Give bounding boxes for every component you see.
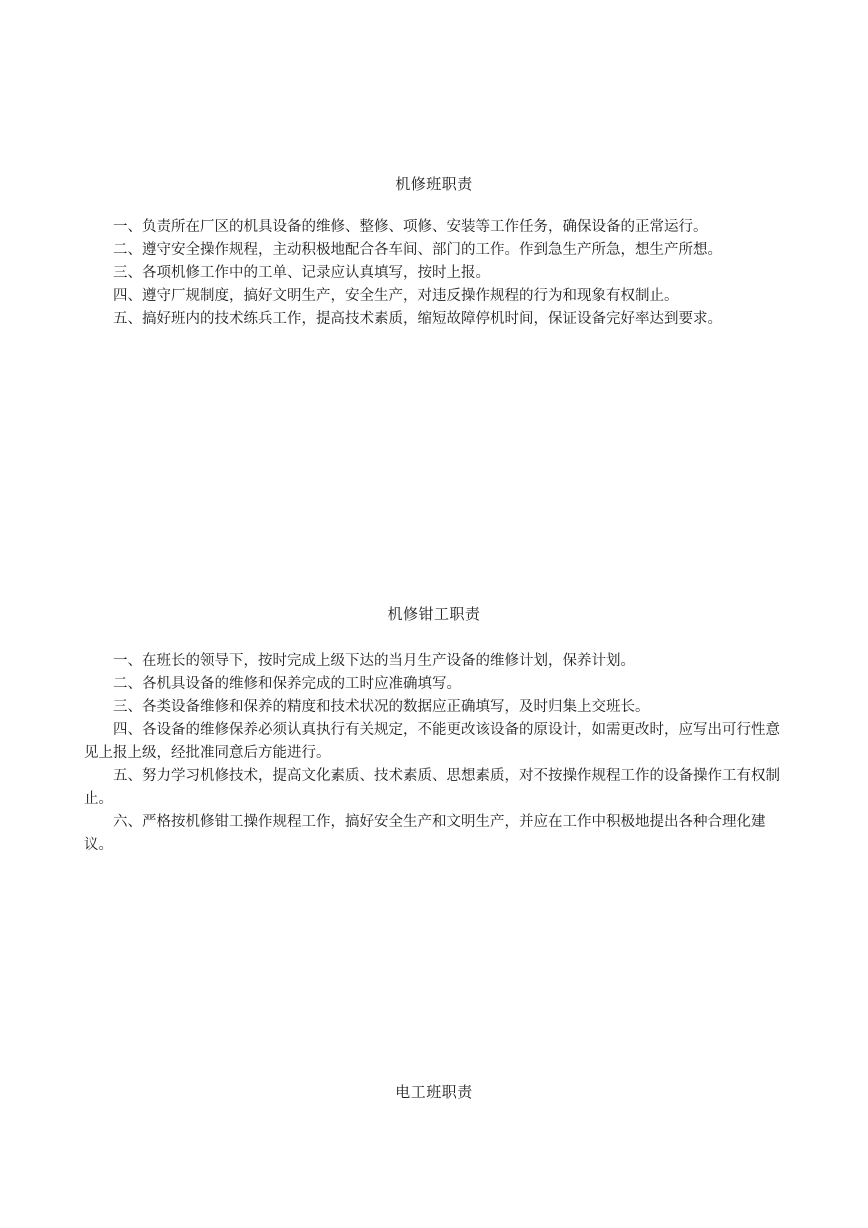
duty-item: 四、遵守厂规制度，搞好文明生产，安全生产，对违反操作规程的行为和现象有权制止。 xyxy=(113,288,679,304)
duty-item: 四、各设备的维修保养必须认真执行有关规定，不能更改该设备的原设计，如需更改时，应写出可行性意见上报上级，经批准同意后方能进行。 xyxy=(84,722,780,761)
duty-item: 五、努力学习机修技术，提高文化素质、技术素质、思想素质，对不按操作规程工作的设备操作工有权制止。 xyxy=(84,768,780,807)
duty-item: 五、搞好班内的技术练兵工作，提高技术素质，缩短故障停机时间，保证设备完好率达到要求。 xyxy=(113,311,722,327)
duty-item: 六、严格按机修钳工操作规程工作，搞好安全生产和文明生产，并应在工作中积极地提出各种合理化建议。 xyxy=(84,814,766,853)
duty-item: 三、各项机修工作中的工单、记录应认真填写，按时上报。 xyxy=(113,265,490,281)
section-title-machine-repair-team: 机修班职责 xyxy=(395,175,473,193)
section-title-fitter: 机修钳工职责 xyxy=(387,605,481,623)
duty-item: 一、在班长的领导下，按时完成上级下达的当月生产设备的维修计划，保养计划。 xyxy=(113,653,635,669)
duty-item: 一、负责所在厂区的机具设备的维修、整修、项修、安装等工作任务，确保设备的正常运行。 xyxy=(113,219,708,235)
section-title-electrician-team: 电工班职责 xyxy=(395,1083,473,1101)
duty-item: 三、各类设备维修和保养的精度和技术状况的数据应正确填写，及时归集上交班长。 xyxy=(113,699,650,715)
duty-item: 二、各机具设备的维修和保养完成的工时应准确填写。 xyxy=(113,676,461,692)
duty-item: 二、遵守安全操作规程，主动积极地配合各车间、部门的工作。作到急生产所急，想生产所想。 xyxy=(113,242,722,258)
